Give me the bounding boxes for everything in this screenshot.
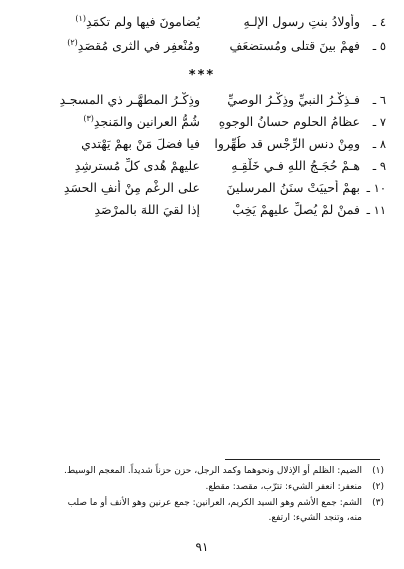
verse-number: ٨ ـ: [372, 137, 386, 152]
verse-number: ٥ ـ: [372, 39, 386, 54]
hemistich-text: شُمُّ العرانينِ والمَنجدِ: [93, 114, 200, 130]
footnote-number: (٢): [372, 482, 384, 492]
hemistich-text: على الرغْمِ مِنْ أنفِ الحسَدِ: [63, 180, 200, 196]
first-hemistich: بهمْ أُحييَتْ سنَنُ المرسلينَ: [226, 180, 360, 196]
verse-7: [40, 114, 386, 129]
second-hemistich: [40, 158, 200, 173]
verse-number: ١٠ ـ: [366, 181, 386, 196]
verse-number: ٧ ـ: [372, 115, 386, 130]
second-hemistich: [40, 14, 200, 29]
section-separator: ***: [188, 68, 216, 83]
hemistich-text: وذِكْـرُ المطهَّـرِ ذي المسجـدِ: [59, 92, 200, 108]
footnote-ref: (٣): [83, 114, 94, 123]
verse-4: [40, 14, 386, 29]
verse-5: [40, 38, 386, 53]
second-hemistich: [40, 180, 200, 195]
first-hemistich: وأولادُ بنتِ رسولِ الإلـهِ: [243, 14, 360, 30]
footnote-3-continuation: [268, 513, 384, 523]
footnote-1: [64, 466, 384, 476]
verse-6: [40, 92, 386, 107]
second-hemistich: [40, 114, 200, 129]
first-hemistich: عظامُ الحلومِ حسانُ الوجوهِ: [218, 114, 360, 130]
verse-9: [40, 158, 386, 173]
second-hemistich: [40, 38, 200, 53]
hemistich-text: ومُنْعفِرٍ في الثرى مُقصَدِ: [77, 38, 200, 54]
hemistich-text: عليهمْ هُدى كلِّ مُسترشِدِ: [74, 158, 200, 174]
footnote-3: [68, 498, 384, 508]
footnote-divider: [225, 459, 380, 460]
second-hemistich: [40, 136, 200, 151]
verse-number: ٩ ـ: [372, 159, 386, 174]
footnote-text: منعفر: انعفر الشيء: تترّب، مقصد: مقطع.: [205, 482, 362, 492]
verse-number: ٦ ـ: [372, 93, 386, 108]
first-hemistich: ومِنْ دنسِ الرِّجْسِ قد طُهِّروا: [214, 136, 360, 152]
footnote-text: منه، وتنجد الشيء: ارتفع.: [268, 513, 362, 523]
hemistich-text: إذا لقيَ اللهَ بالمرْصَدِ: [94, 202, 200, 218]
hemistich-text: فيا فضلَ مَنْ بهِمْ يَهْتدي: [81, 136, 200, 152]
footnote-text: الشم: جمع الأشم وهو السيد الكريم، العرانين: جمع عرنين وهو الأنف أو ما صلب: [67, 498, 362, 508]
page-number: ٩١: [195, 540, 209, 554]
second-hemistich: [40, 92, 200, 107]
footnote-number: (١): [372, 466, 384, 476]
verse-number: ١١ ـ: [366, 203, 386, 218]
hemistich-text: يُضامونَ فيها ولم تكمَدِ: [85, 14, 200, 30]
footnote-ref: (١): [75, 14, 86, 23]
first-hemistich: فـذِكْـرُ النبيِّ وذِكْـرُ الوصيِّ: [227, 92, 360, 108]
first-hemistich: فمنْ لمْ يُصلِّ عليهمْ يَخِبْ: [232, 202, 360, 218]
footnote-2: [205, 482, 384, 492]
first-hemistich: فهمْ بينَ قتلى ومُستضعَفٍ: [229, 38, 360, 54]
verse-11: [40, 202, 386, 217]
verse-10: [40, 180, 386, 195]
footnote-number: (٣): [372, 498, 384, 508]
first-hemistich: هـمْ حُجَـجُ اللهِ فـي خَلْقِـهِ: [231, 158, 360, 174]
second-hemistich: [40, 202, 200, 217]
verse-number: ٤ ـ: [372, 15, 386, 30]
verse-8: [40, 136, 386, 151]
footnote-text: الضيم: الظلم أو الإذلال ونحوهما وكمد الرجل، حزن حزناً شديداً. المعجم الوسيط.: [64, 466, 362, 476]
footnote-ref: (٢): [67, 38, 78, 47]
